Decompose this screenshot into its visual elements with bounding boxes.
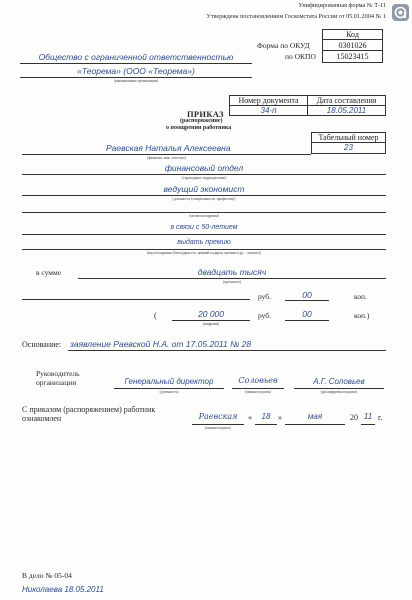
acquaint-label-1: С приказом (распоряжением) работник: [22, 405, 156, 414]
kop-line-1: [285, 300, 329, 301]
acquaint-signature: Раевская: [198, 412, 238, 421]
rub-label-1: руб.: [258, 292, 271, 301]
tab-number-header: Табельный номер: [311, 132, 386, 143]
doc-date-header: Дата составления: [307, 95, 386, 106]
doc-date-value: 18.05.2011: [307, 105, 386, 116]
sum-label: в сумме: [36, 268, 62, 277]
kop-label-2: коп.): [354, 311, 370, 320]
head-decoding-caption: (расшифровка подписи): [320, 390, 358, 394]
employee-name-line: [22, 154, 311, 155]
okpo-value: 15023415: [322, 50, 383, 63]
order-subtitle: (распоряжение): [180, 118, 223, 124]
okpo-label: по ОКПО: [285, 52, 316, 61]
head-signature: Соловьев: [238, 376, 278, 385]
department-line: [22, 174, 386, 175]
organization-name-line1: Общество с ограниченной ответственностью: [38, 52, 234, 62]
logo-icon: [392, 4, 409, 21]
org-line-2: [20, 77, 252, 78]
code-header: Код: [322, 29, 383, 40]
day-line: [255, 424, 277, 425]
acquaint-signature-line: [192, 424, 244, 425]
sum-digits: 20 000: [198, 309, 224, 319]
basis-line: [68, 350, 386, 351]
basis-value: заявление Раевской Н.А. от 17.05.2011 № 28: [70, 339, 252, 349]
head-label-2: организации: [36, 378, 77, 387]
year-suffix: г.: [378, 413, 383, 422]
reward-kind-line: [22, 249, 386, 250]
publisher-logo: [392, 4, 409, 21]
reward-kind: выдать премию: [177, 239, 231, 246]
kop-line-2: [285, 320, 329, 321]
sum-words-line-2: [22, 299, 250, 300]
approval-note: Утверждена постановлением Госкомстата России от 05.01.2004 № 1: [206, 13, 386, 20]
organization-caption: (наименование организации): [113, 79, 159, 83]
head-decoding: А.Г. Соловьев: [313, 377, 365, 386]
order-title: ПРИКАЗ: [187, 109, 224, 119]
head-signature-line: [232, 388, 284, 389]
rub-label-2: руб.: [258, 311, 271, 320]
form-number: Унифицированная форма № Т-11: [298, 2, 386, 9]
kop-value-1: 00: [302, 290, 312, 300]
position-caption: (должность (специальность, профессия)): [172, 197, 236, 201]
acquaint-label-2: ознакомлен: [22, 414, 62, 423]
department: финансовый отдел: [164, 163, 244, 173]
employee-name: Раевская Наталья Алексеевна: [106, 143, 231, 153]
okud-label: Форма по ОКУД: [257, 41, 310, 50]
acquaint-signature-caption: (личная подпись): [204, 426, 232, 430]
order-subject: о поощрении работника: [166, 125, 232, 131]
sum-digits-line: [172, 320, 250, 321]
employee-name-caption: (фамилия, имя, отчество): [147, 156, 186, 160]
reward-kind-caption: (вид поощрения (благодарность, ценный подарок, премия и др. – указать)): [146, 251, 262, 255]
motive: в связи с 50-летием: [170, 224, 238, 231]
head-decoding-line: [294, 388, 384, 389]
department-caption: (структурное подразделение): [181, 176, 227, 180]
org-line-1: [20, 63, 252, 64]
tab-number-value: 23: [311, 142, 386, 154]
open-paren: (: [154, 310, 157, 320]
year-line: [361, 424, 375, 425]
acquaint-month: мая: [307, 412, 323, 421]
file-note: В дело № 05-04: [22, 571, 72, 580]
sum-words-caption: (прописью): [223, 280, 241, 284]
kop-value-2: 00: [302, 309, 312, 319]
quote-close: »: [278, 413, 282, 422]
doc-number-header: Номер документа: [229, 95, 308, 106]
head-position-line: [114, 388, 224, 389]
motive-caption: (мотив поощрения): [189, 214, 219, 218]
position: ведущий экономист: [163, 184, 245, 194]
motive-line-1: [22, 212, 386, 213]
motive-line-2: [22, 234, 386, 235]
kop-label-1: коп.: [354, 292, 367, 301]
sum-digits-caption: (цифрами): [202, 322, 220, 326]
basis-label: Основание:: [22, 340, 62, 349]
head-label-1: Руководитель: [36, 369, 80, 378]
sum-words-line: [78, 278, 386, 279]
head-signature-caption: (личная подпись): [244, 390, 272, 394]
month-line: [285, 424, 345, 425]
sum-words: двадцать тысяч: [197, 267, 267, 277]
quote-open: «: [248, 413, 252, 422]
head-position-caption: (должность): [159, 390, 179, 394]
position-line: [22, 195, 386, 196]
organization-name-line2: «Теорема» (ООО «Теорема»): [77, 66, 195, 76]
clerk-note: Николаева 18.05.2011: [22, 585, 104, 594]
doc-number-value: 34-п: [229, 105, 308, 116]
acquaint-day: 18: [261, 412, 271, 421]
okud-value: 0301026: [322, 39, 383, 51]
year-prefix: 20: [350, 413, 358, 422]
acquaint-year: 11: [363, 412, 373, 421]
head-position: Генеральный директор: [124, 377, 214, 386]
